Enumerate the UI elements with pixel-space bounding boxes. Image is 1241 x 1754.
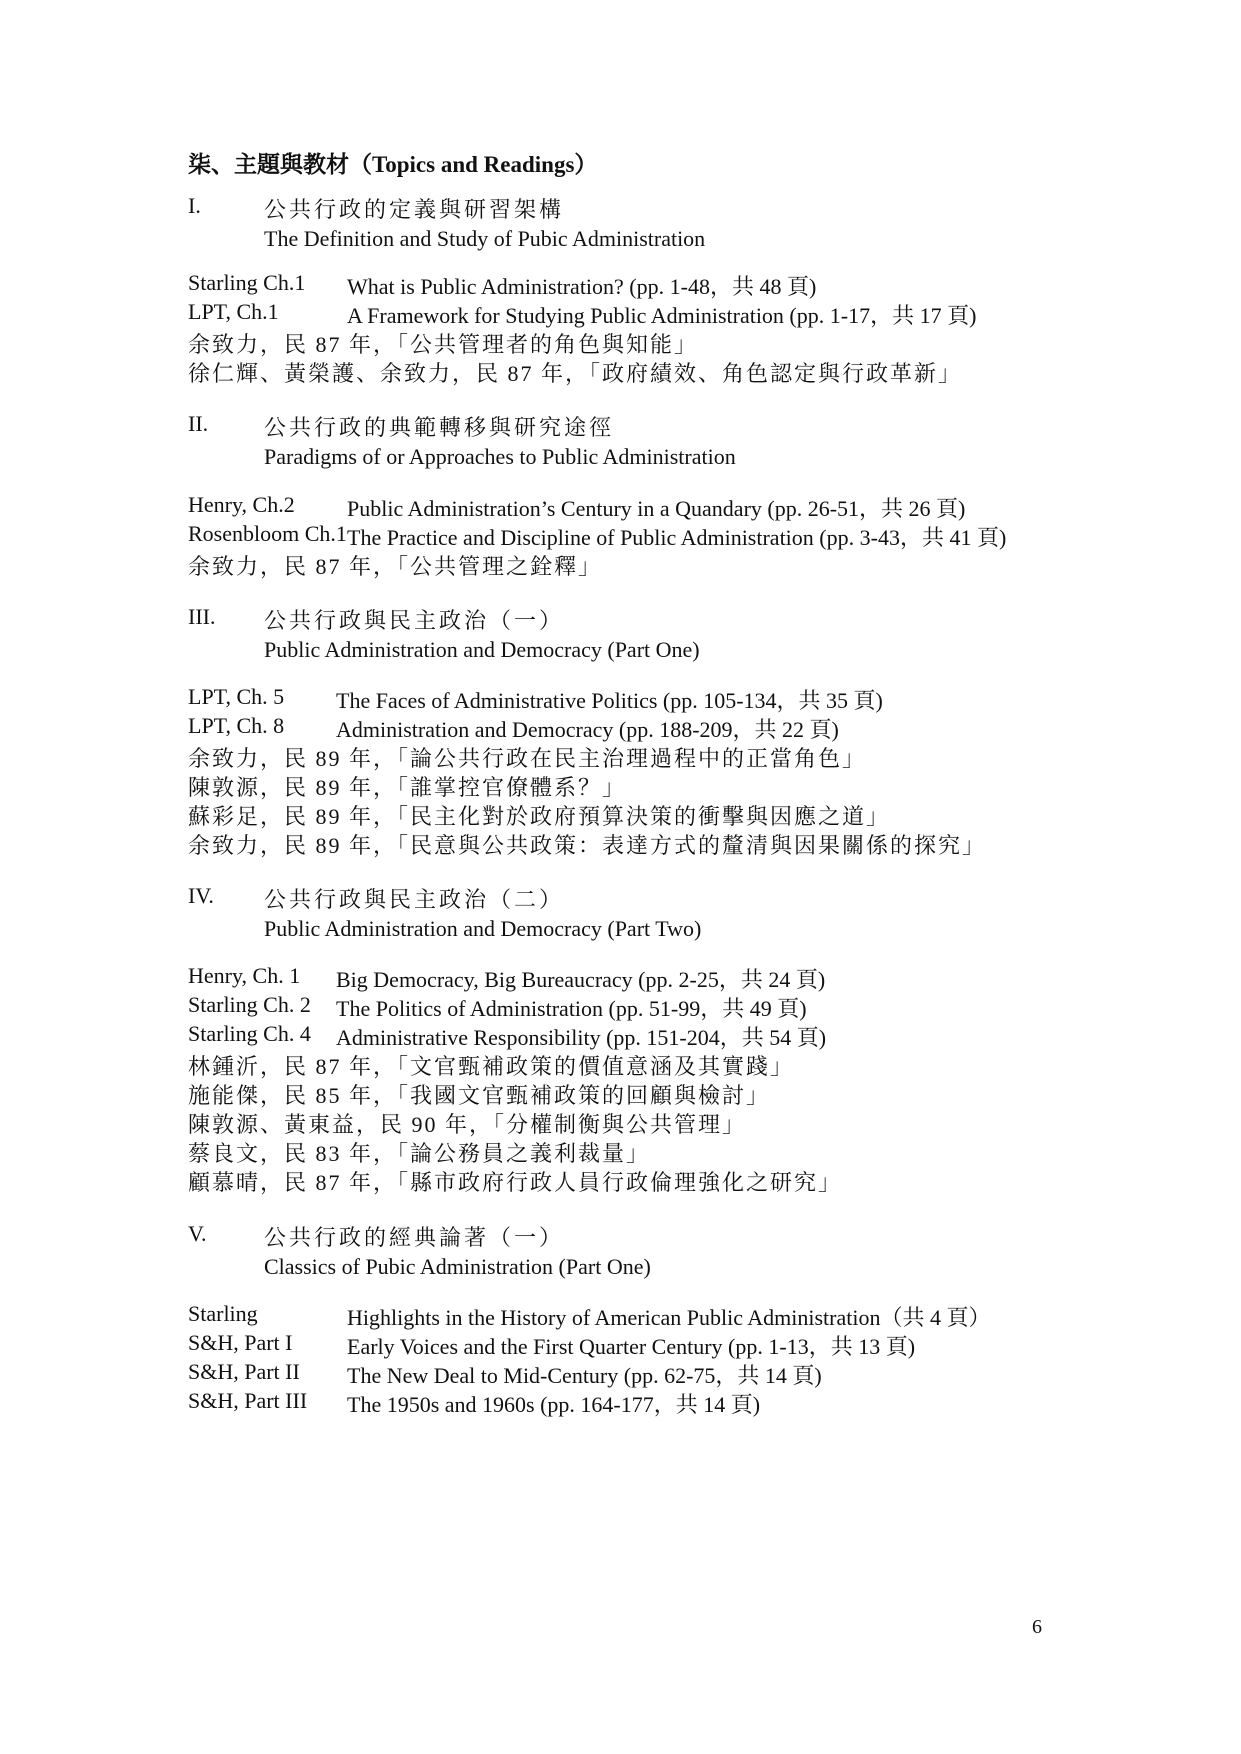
topic-title-en: Paradigms of or Approaches to Public Administration [264, 444, 736, 469]
reading-title: The Faces of Administrative Politics (pp. 105-134，共 35 頁) [336, 688, 883, 713]
page-number: 6 [1032, 1616, 1042, 1638]
topic-title-en: Public Administration and Democracy (Part One) [264, 637, 700, 662]
topic-number: I. [188, 193, 201, 218]
reading-entry-zh: 余致力，民 89 年，「論公共行政在民主治理過程中的正當角色」 [188, 746, 867, 771]
topic-title-zh: 公共行政的定義與研習架構 [264, 197, 565, 222]
reading-title: Big Democracy, Big Bureaucracy (pp. 2-25，共 24 頁) [336, 967, 826, 992]
reading-entry-zh: 余致力，民 89 年，「民意與公共政策：表達方式的釐清與因果關係的探究」 [188, 833, 987, 858]
reading-entry-zh: 余致力，民 87 年，「公共管理之銓釋」 [188, 554, 603, 579]
reading-title: Highlights in the History of American Public Administration（共 4 頁） [347, 1305, 991, 1330]
reading-source: LPT, Ch. 5 [188, 684, 285, 709]
reading-title: A Framework for Studying Public Administration (pp. 1-17，共 17 頁) [347, 303, 977, 328]
reading-source: Henry, Ch. 1 [188, 963, 301, 988]
reading-entry-zh: 陳敦源、黃東益，民 90 年，「分權制衡與公共管理」 [188, 1112, 747, 1137]
reading-entry-zh: 顧慕晴，民 87 年，「縣市政府行政人員行政倫理強化之研究」 [188, 1170, 843, 1195]
reading-source: Starling Ch. 2 [188, 992, 311, 1017]
reading-source: S&H, Part III [188, 1388, 308, 1413]
topic-title-zh: 公共行政的經典論著（一） [264, 1225, 565, 1250]
reading-title: The Politics of Administration (pp. 51-99，共 49 頁) [336, 996, 807, 1021]
reading-title: The 1950s and 1960s (pp. 164-177，共 14 頁) [347, 1392, 761, 1417]
reading-title: The Practice and Discipline of Public Administration (pp. 3-43，共 41 頁) [347, 525, 1007, 550]
reading-source: LPT, Ch. 8 [188, 713, 285, 738]
topic-number: IV. [188, 883, 214, 908]
reading-entry-zh: 徐仁輝、黃榮護、余致力，民 87 年，「政府績效、角色認定與行政革新」 [188, 361, 963, 386]
reading-entry-zh: 蔡良文，民 83 年，「論公務員之義利裁量」 [188, 1141, 651, 1166]
reading-entry-zh: 陳敦源，民 89 年，「誰掌控官僚體系？」 [188, 775, 627, 800]
reading-source: Henry, Ch.2 [188, 492, 295, 517]
reading-title: The New Deal to Mid-Century (pp. 62-75，共 14 頁) [347, 1363, 822, 1388]
reading-title: What is Public Administration? (pp. 1-48，共 48 頁) [347, 274, 817, 299]
reading-title: Administration and Democracy (pp. 188-209，共 22 頁) [336, 717, 839, 742]
reading-source: Starling Ch. 4 [188, 1021, 311, 1046]
reading-entry-zh: 余致力，民 87 年，「公共管理者的角色與知能」 [188, 332, 699, 357]
section-heading: 柒、主題與教材（Topics and Readings） [188, 152, 598, 177]
reading-entry-zh: 蘇彩足，民 89 年，「民主化對於政府預算決策的衝擊與因應之道」 [188, 804, 891, 829]
reading-source: LPT, Ch.1 [188, 299, 279, 324]
topic-title-zh: 公共行政的典範轉移與研究途徑 [264, 415, 615, 440]
reading-entry-zh: 林鍾沂，民 87 年，「文官甄補政策的價值意涵及其實踐」 [188, 1054, 795, 1079]
topic-number: V. [188, 1221, 207, 1246]
reading-title: Public Administration’s Century in a Quandary (pp. 26-51，共 26 頁) [347, 496, 966, 521]
topic-title-zh: 公共行政與民主政治（二） [264, 887, 565, 912]
topic-title-zh: 公共行政與民主政治（一） [264, 608, 565, 633]
topic-title-en: The Definition and Study of Pubic Administration [264, 226, 706, 251]
topic-title-en: Classics of Pubic Administration (Part One) [264, 1254, 651, 1279]
topic-number: II. [188, 411, 209, 436]
reading-title: Administrative Responsibility (pp. 151-204，共 54 頁) [336, 1025, 827, 1050]
topic-number: III. [188, 604, 216, 629]
topic-title-en: Public Administration and Democracy (Part Two) [264, 916, 702, 941]
reading-title: Early Voices and the First Quarter Century (pp. 1-13，共 13 頁) [347, 1334, 916, 1359]
reading-source: S&H, Part I [188, 1330, 293, 1355]
reading-source: S&H, Part II [188, 1359, 300, 1384]
reading-source: Rosenbloom Ch.1 [188, 521, 347, 546]
reading-entry-zh: 施能傑，民 85 年，「我國文官甄補政策的回顧與檢討」 [188, 1083, 771, 1108]
reading-source: Starling Ch.1 [188, 270, 306, 295]
reading-source: Starling [188, 1301, 258, 1326]
